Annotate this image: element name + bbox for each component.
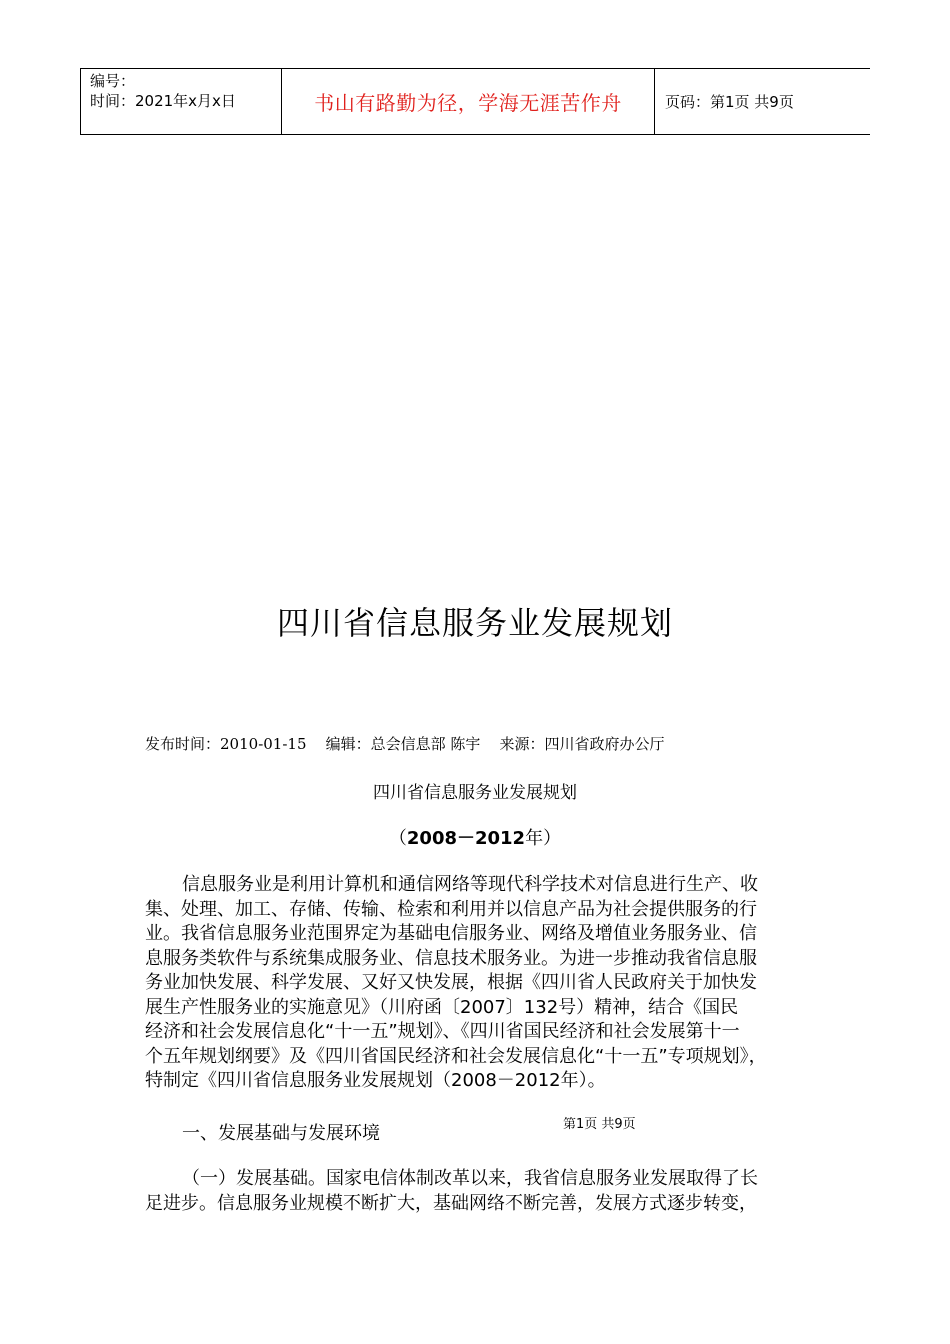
years-close: 年）: [525, 828, 562, 849]
plan-years: [0, 824, 950, 850]
header-meta-cell: [81, 69, 282, 134]
years-range: 2008－2012: [406, 828, 526, 849]
publish-meta: [145, 733, 664, 754]
basis-line: 足进步。信息服务业规模不断扩大，基础网络不断完善，发展方式逐步转变，: [145, 1192, 757, 1214]
intro-line: 经济和社会发展信息化“十一五”规划》、《四川省国民经济和社会发展第十一: [145, 1021, 740, 1042]
document-subtitle: 四川省信息服务业发展规划: [373, 783, 577, 803]
number-label: 编号：: [90, 72, 136, 90]
intro-line: 个五年规划纲要》及《四川省国民经济和社会发展信息化“十一五”专项规划》，: [145, 1045, 767, 1067]
intro-line: 务业加快发展、科学发展、又好又快发展，根据《四川省人民政府关于加快发: [145, 972, 757, 993]
section-heading: 一、发展基础与发展环境: [182, 1123, 380, 1144]
editor-text: 编辑：总会信息部 陈宇: [325, 735, 481, 753]
intro-line: 信息服务业是利用计算机和通信网络等现代科学技术对信息进行生产、收: [182, 874, 758, 895]
document-header-table: [80, 68, 870, 135]
publish-date: 2010-01-15: [220, 735, 307, 753]
intro-line: 展生产性服务业的实施意见》（川府函〔2007〕132号）精神，结合《国民: [145, 996, 739, 1018]
page-code-text: 页码：第1页 共9页: [665, 93, 794, 111]
basis-line: （一）发展基础。国家电信体制改革以来，我省信息服务业发展取得了长: [182, 1168, 758, 1189]
time-label: 时间：2021年x月x日: [90, 92, 236, 110]
basis-paragraph: [145, 1166, 815, 1215]
source-text: 来源：四川省政府办公厅: [499, 735, 665, 753]
years-open: （: [388, 828, 407, 849]
intro-line: 业。我省信息服务业范围界定为基础电信服务业、网络及增值业务服务业、信: [145, 923, 757, 944]
page-footer: 第1页 共9页: [563, 1117, 636, 1132]
intro-line: 息服务类软件与系统集成服务业、信息技术服务业。为进一步推动我省信息服: [145, 947, 757, 969]
motto-text: 书山有路勤为径，学海无涯苦作舟: [314, 91, 622, 115]
intro-line: 特制定《四川省信息服务业发展规划（2008－2012年）。: [145, 1070, 606, 1091]
intro-line: 集、处理、加工、存储、传输、检索和利用并以信息产品为社会提供服务的行: [145, 898, 757, 920]
document-title: 四川省信息服务业发展规划: [276, 604, 673, 642]
motto-cell: [282, 69, 655, 134]
publish-label: 发布时间：: [145, 735, 221, 753]
intro-paragraph: [145, 873, 815, 1094]
page-code-cell: [655, 69, 870, 134]
